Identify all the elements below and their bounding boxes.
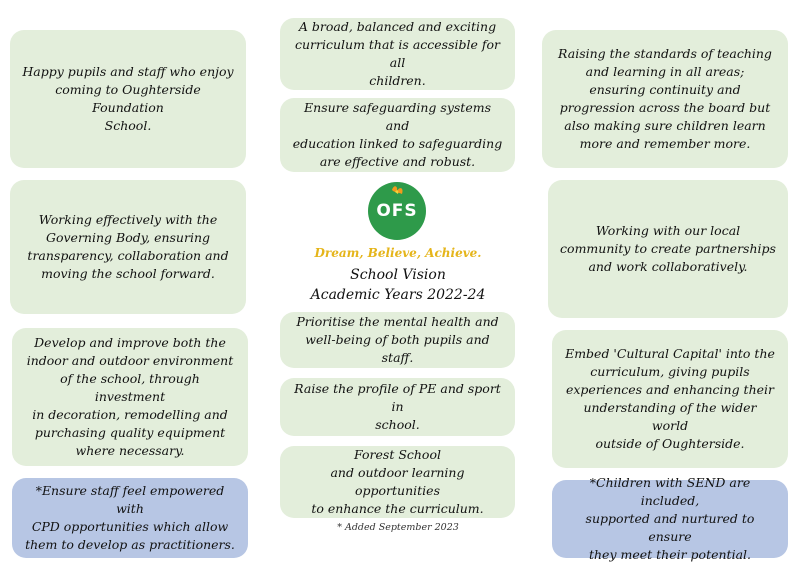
- vision-box-safeguarding: Ensure safeguarding systems and education linked to safeguarding are effective and robust.: [280, 98, 515, 172]
- vision-box-happy-pupils: Happy pupils and staff who enjoy coming to Oughterside Foundation School.: [10, 30, 246, 168]
- vision-box-forest-school: Forest School and outdoor learning opportunities to enhance the curriculum.: [280, 446, 515, 518]
- vision-box-send: *Children with SEND are included, supported and nurtured to ensure they meet their potential.: [552, 480, 788, 558]
- vision-box-governing-body: Working effectively with the Governing Body, ensuring transparency, collaboration and moving the school forward.: [10, 180, 246, 314]
- vision-box-pe-sport: Raise the profile of PE and sport in school.: [280, 378, 515, 436]
- school-motto: Dream, Believe, Achieve.: [314, 246, 482, 260]
- vision-box-cultural-capital: Embed 'Cultural Capital' into the curriculum, giving pupils experiences and enhancing their understanding of the wider world outside of Oughterside.: [552, 330, 788, 468]
- vision-box-community: Working with our local community to create partnerships and work collaboratively.: [548, 180, 788, 318]
- school-logo: [368, 182, 426, 240]
- vision-box-environment: Develop and improve both the indoor and outdoor environment of the school, through investment in decoration, remodelling and purchasing quality equipment where necessary.: [12, 328, 248, 466]
- logo-text: OFS: [376, 201, 418, 221]
- vision-box-cpd: *Ensure staff feel empowered with CPD opportunities which allow them to develop as practitioners.: [12, 478, 248, 558]
- footnote: * Added September 2023: [337, 522, 459, 533]
- vision-box-curriculum: A broad, balanced and exciting curriculum that is accessible for all children.: [280, 18, 515, 90]
- vision-box-mental-health: Prioritise the mental health and well-being of both pupils and staff.: [280, 312, 515, 368]
- page-title: School Vision Academic Years 2022-24: [310, 267, 486, 303]
- vision-box-raising-standards: Raising the standards of teaching and learning in all areas; ensuring continuity and progression across the board but also making sure children learn more and remember more.: [542, 30, 788, 168]
